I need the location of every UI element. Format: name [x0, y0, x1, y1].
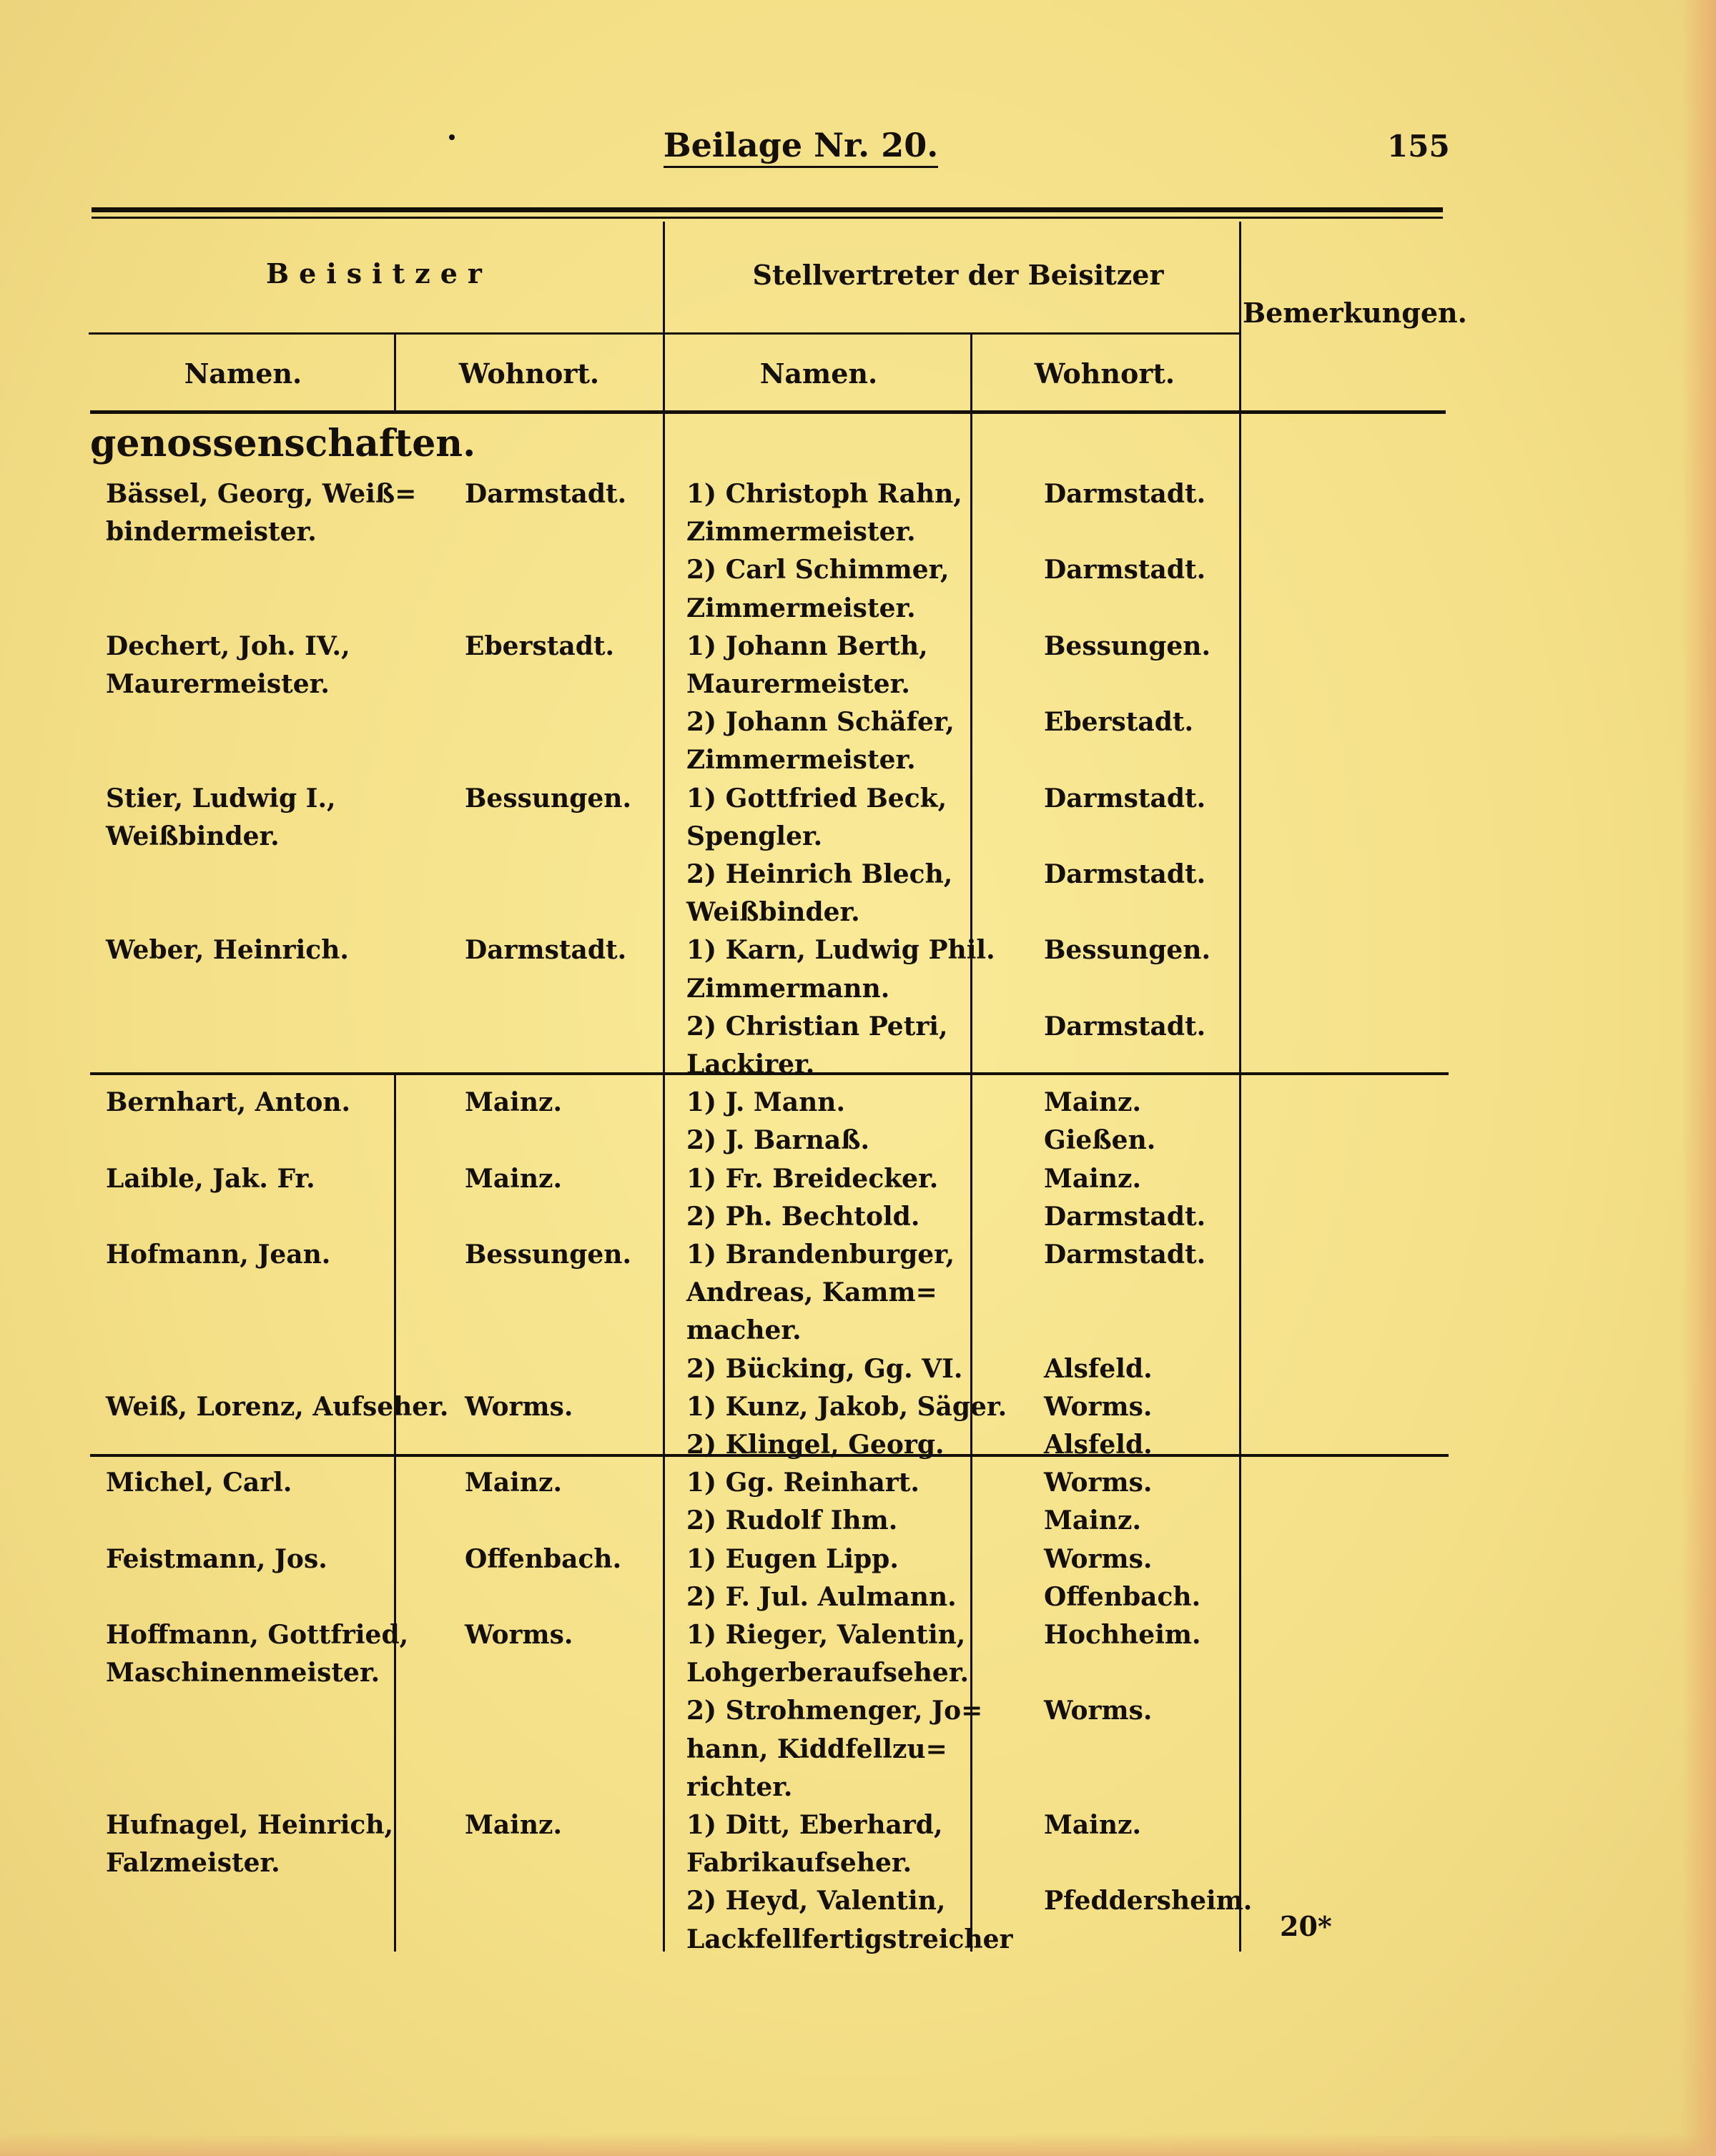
beisitzer-name: Laible, Jak. Fr.: [106, 1163, 315, 1194]
stellvertreter-name: Spengler.: [686, 821, 823, 851]
stellvertreter-name: Lackfellfertigstreicher: [686, 1924, 1013, 1954]
beisitzer-wohnort: Worms.: [465, 1620, 573, 1650]
stellvertreter-name: 2) Heyd, Valentin,: [686, 1886, 946, 1917]
stellvertreter-name: hann, Kiddfellzu=: [686, 1734, 947, 1764]
stellvertreter-name: 1) Rieger, Valentin,: [686, 1620, 966, 1650]
beisitzer-wohnort: Eberstadt.: [465, 631, 615, 661]
header-beisitzer: Beisitzer: [266, 257, 492, 290]
stellvertreter-wohnort: Pfeddersheim.: [1044, 1886, 1253, 1917]
stellvertreter-wohnort: Worms.: [1044, 1468, 1153, 1498]
beisitzer-name: Hofmann, Jean.: [106, 1240, 331, 1270]
beisitzer-wohnort: Mainz.: [465, 1163, 563, 1194]
stellvertreter-name: 2) Carl Schimmer,: [686, 555, 950, 585]
stellvertreter-wohnort: Gießen.: [1044, 1125, 1156, 1156]
stellvertreter-name: Zimmermann.: [686, 973, 890, 1004]
beisitzer-wohnort: Bessungen.: [465, 1240, 631, 1270]
col-rule-bemerkungen: [1239, 222, 1241, 1952]
stellvertreter-name: 1) Ditt, Eberhard,: [686, 1810, 943, 1840]
header-namen: Namen.: [184, 357, 302, 390]
beisitzer-name: Maurermeister.: [106, 669, 330, 699]
stellvertreter-name: Andreas, Kamm=: [686, 1277, 937, 1308]
stellvertreter-wohnort: Alsfeld.: [1044, 1353, 1153, 1384]
stellvertreter-name: 2) F. Jul. Aulmann.: [686, 1581, 957, 1612]
stellvertreter-wohnort: Darmstadt.: [1044, 1201, 1206, 1232]
beisitzer-name: Hoffmann, Gottfried,: [106, 1620, 409, 1650]
header-bottom-rule: [90, 410, 1446, 414]
beisitzer-name: Hufnagel, Heinrich,: [106, 1810, 394, 1840]
stellvertreter-name: 2) Bücking, Gg. VI.: [686, 1353, 963, 1384]
beisitzer-wohnort: Mainz.: [465, 1087, 563, 1118]
stellvertreter-name: 2) Johann Schäfer,: [686, 707, 955, 738]
header-subrule: [89, 332, 1241, 335]
stellvertreter-name: Fabrikaufseher.: [686, 1848, 912, 1879]
stellvertreter-wohnort: Darmstadt.: [1044, 859, 1206, 889]
stellvertreter-name: Maurermeister.: [686, 669, 910, 699]
header-stellvertreter: Stellvertreter der Beisitzer: [752, 259, 1164, 291]
stellvertreter-name: Weißbinder.: [686, 897, 860, 928]
beisitzer-wohnort: Mainz.: [465, 1810, 563, 1840]
stellvertreter-wohnort: Darmstadt.: [1044, 555, 1206, 585]
col-rule-names-ort-body: [394, 1072, 396, 1952]
stellvertreter-name: 1) J. Mann.: [686, 1087, 845, 1118]
stellvertreter-wohnort: Worms.: [1044, 1696, 1153, 1726]
stellvertreter-wohnort: Bessungen.: [1044, 935, 1210, 966]
beisitzer-name: Bässel, Georg, Weiß=: [106, 479, 417, 509]
stellvertreter-name: 2) Christian Petri,: [686, 1011, 948, 1042]
header-wohnort-left: Wohnort.: [458, 357, 600, 390]
beisitzer-name: Feistmann, Jos.: [106, 1543, 327, 1574]
beisitzer-wohnort: Offenbach.: [465, 1543, 622, 1574]
stellvertreter-wohnort: Darmstadt.: [1044, 1011, 1206, 1042]
beisitzer-wohnort: Mainz.: [465, 1468, 563, 1498]
section-title: genossenschaften.: [90, 422, 476, 465]
page-header-title: Beilage Nr. 20.: [586, 126, 1015, 164]
stellvertreter-name: Zimmermeister.: [686, 517, 916, 548]
beisitzer-name: Stier, Ludwig I.,: [106, 783, 336, 814]
stellvertreter-name: 2) Klingel, Georg.: [686, 1430, 945, 1460]
stellvertreter-name: 1) Eugen Lipp.: [686, 1543, 899, 1574]
beisitzer-name: bindermeister.: [106, 517, 317, 548]
page-edge-right: [1682, 0, 1716, 2156]
stellvertreter-wohnort: Mainz.: [1044, 1163, 1142, 1194]
ink-dot: [449, 134, 455, 140]
stellvertreter-name: richter.: [686, 1771, 793, 1802]
stellvertreter-name: 1) Karn, Ludwig Phil.: [686, 935, 995, 966]
beisitzer-wohnort: Darmstadt.: [465, 935, 627, 966]
stellvertreter-wohnort: Eberstadt.: [1044, 707, 1194, 738]
beisitzer-name: Weißbinder.: [106, 821, 280, 851]
stellvertreter-name: 2) Ph. Bechtold.: [686, 1201, 920, 1232]
stellvertreter-name: 1) Gottfried Beck,: [686, 783, 947, 814]
stellvertreter-wohnort: Mainz.: [1044, 1087, 1142, 1118]
stellvertreter-wohnort: Offenbach.: [1044, 1581, 1201, 1612]
stellvertreter-wohnort: Darmstadt.: [1044, 783, 1206, 814]
beisitzer-wohnort: Bessungen.: [465, 783, 631, 814]
page-edge-bottom: [0, 2134, 1716, 2156]
top-double-rule-1: [92, 207, 1443, 212]
beisitzer-wohnort: Worms.: [465, 1391, 573, 1422]
beisitzer-name: Michel, Carl.: [106, 1468, 292, 1498]
stellvertreter-wohnort: Mainz.: [1044, 1810, 1142, 1840]
stellvertreter-wohnort: Worms.: [1044, 1543, 1153, 1574]
stellvertreter-name: macher.: [686, 1315, 802, 1346]
stellvertreter-wohnort: Alsfeld.: [1044, 1430, 1153, 1460]
stellvertreter-wohnort: Mainz.: [1044, 1505, 1142, 1536]
beisitzer-name: Maschinenmeister.: [106, 1658, 380, 1688]
stellvertreter-name: 2) J. Barnaß.: [686, 1125, 870, 1156]
stellvertreter-name: 1) Brandenburger,: [686, 1240, 955, 1270]
stellvertreter-wohnort: Darmstadt.: [1044, 1240, 1206, 1270]
stellvertreter-name: 2) Strohmenger, Jo=: [686, 1696, 983, 1726]
stellvertreter-wohnort: Worms.: [1044, 1391, 1153, 1422]
beisitzer-name: Falzmeister.: [106, 1848, 280, 1879]
stellvertreter-name: 1) Fr. Breidecker.: [686, 1163, 939, 1194]
header-namen-right: Namen.: [759, 357, 878, 390]
stellvertreter-name: Zimmermeister.: [686, 593, 916, 623]
stellvertreter-name: Zimmermeister.: [686, 745, 916, 776]
stellvertreter-name: 1) Johann Berth,: [686, 631, 928, 661]
stellvertreter-name: Lohgerberaufseher.: [686, 1658, 970, 1688]
stellvertreter-name: 1) Christoph Rahn,: [686, 479, 962, 509]
stellvertreter-name: 1) Kunz, Jakob, Säger.: [686, 1391, 1007, 1422]
stellvertreter-name: 1) Gg. Reinhart.: [686, 1468, 919, 1498]
stellvertreter-wohnort: Darmstadt.: [1044, 479, 1206, 509]
header-bemerkungen: Bemerkungen.: [1243, 297, 1467, 329]
beisitzer-name: Bernhart, Anton.: [106, 1087, 351, 1118]
stellvertreter-wohnort: Bessungen.: [1044, 631, 1210, 661]
stellvertreter-name: 2) Heinrich Blech,: [686, 859, 953, 889]
top-double-rule-2: [92, 217, 1443, 219]
beisitzer-name: Weber, Heinrich.: [106, 935, 349, 966]
beisitzer-name: Dechert, Joh. IV.,: [106, 631, 350, 661]
beisitzer-name: Weiß, Lorenz, Aufseher.: [106, 1391, 449, 1422]
stellvertreter-name: 2) Rudolf Ihm.: [686, 1505, 898, 1536]
col-rule-beisitzer-stellvertreter: [663, 222, 665, 1952]
stellvertreter-wohnort: Hochheim.: [1044, 1620, 1201, 1650]
beisitzer-wohnort: Darmstadt.: [465, 479, 627, 509]
page-number: 155: [1387, 129, 1450, 164]
footer-note: 20*: [1280, 1910, 1332, 1942]
stellvertreter-name: Lackirer.: [686, 1049, 815, 1079]
header-wohnort-right: Wohnort.: [1034, 357, 1175, 390]
col-rule-names-ort: [394, 333, 396, 412]
